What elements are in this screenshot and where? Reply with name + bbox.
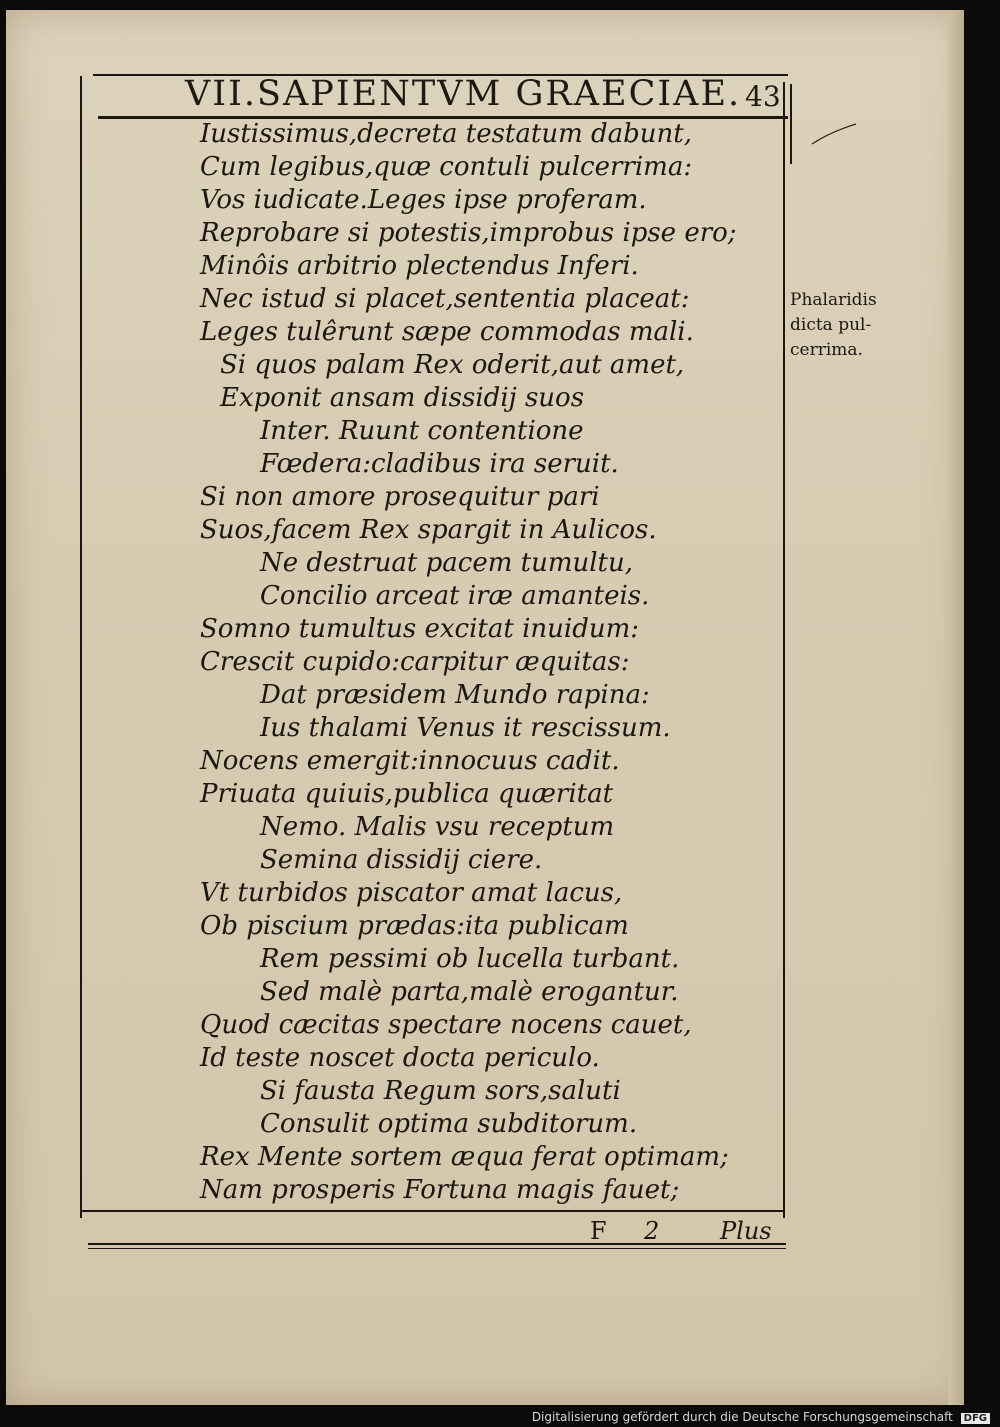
poem-line: Reprobare si potestis,improbus ipse ero;	[200, 218, 737, 248]
margin-note-line: dicta pul-	[790, 315, 872, 335]
margin-note	[790, 288, 900, 363]
poem-line: Quod cæcitas spectare nocens cauet,	[200, 1010, 692, 1040]
dfg-logo: DFG	[961, 1413, 990, 1424]
poem-line: Vos iudicate.Leges ipse proferam.	[200, 185, 647, 215]
page-number: 43	[745, 80, 781, 113]
poem-line: Si non amore prosequitur pari	[200, 482, 600, 512]
signature-mark: F	[590, 1217, 607, 1245]
poem-line: Fœdera:cladibus ira seruit.	[260, 449, 619, 479]
poem-line: Suos,facem Rex spargit in Aulicos.	[200, 515, 657, 545]
poem-line: Nec istud si placet,sententia placeat:	[200, 284, 690, 314]
poem-line: Semina dissidij ciere.	[260, 845, 543, 875]
poem-line: Leges tulêrunt sæpe commodas mali.	[200, 317, 694, 347]
poem-line: Concilio arceat iræ amanteis.	[260, 581, 650, 611]
poem-line: Minôis arbitrio plectendus Inferi.	[200, 251, 639, 281]
poem-line: Nemo. Malis vsu receptum	[260, 812, 615, 842]
poem-line: Consulit optima subditorum.	[260, 1109, 638, 1139]
poem-line: Sed malè parta,malè erogantur.	[260, 977, 679, 1007]
margin-note-line: cerrima.	[790, 340, 863, 360]
signature-number: 2	[644, 1217, 660, 1245]
poem-line: Ob piscium prædas:ita publicam	[200, 911, 629, 941]
poem-line: Dat præsidem Mundo rapina:	[260, 680, 650, 710]
poem-line: Si fausta Regum sors,saluti	[260, 1076, 621, 1106]
poem-line: Somno tumultus excitat inuidum:	[200, 614, 640, 644]
poem-line: Ne destruat pacem tumultu,	[260, 548, 633, 578]
poem-line: Ius thalami Venus it rescissum.	[260, 713, 671, 743]
poem-line: Exponit ansam dissidij suos	[220, 383, 585, 413]
credit-text: Digitalisierung gefördert durch die Deutsche Forschungsgemeinschaft	[531, 1410, 953, 1424]
poem-line: Crescit cupido:carpitur æquitas:	[200, 647, 630, 677]
poem-line: Rex Mente sortem æqua ferat optimam;	[200, 1142, 729, 1172]
poem-line: Vt turbidos piscator amat lacus,	[200, 878, 623, 908]
margin-note-line: Phalaridis	[790, 290, 877, 310]
catchword: Plus	[720, 1217, 772, 1245]
poem-line: Nocens emergit:innocuus cadit.	[200, 746, 620, 776]
poem-line: Cum legibus,quæ contuli pulcerrima:	[200, 152, 693, 182]
poem-line: Nam prosperis Fortuna magis fauet;	[200, 1175, 680, 1205]
poem-line: Rem pessimi ob lucella turbant.	[260, 944, 680, 974]
poem-line: Si quos palam Rex oderit,aut amet,	[220, 350, 685, 380]
poem-line: Iustissimus,decreta testatum dabunt,	[200, 119, 692, 149]
poem-line: Id teste noscet docta periculo.	[200, 1043, 600, 1073]
poem-line: Priuata quiuis,publica quæritat	[200, 779, 614, 809]
poem-line: Inter. Ruunt contentione	[260, 416, 584, 446]
running-title: VII.SAPIENTVM GRAECIAE.	[185, 74, 742, 114]
digitization-credit	[530, 1409, 992, 1425]
